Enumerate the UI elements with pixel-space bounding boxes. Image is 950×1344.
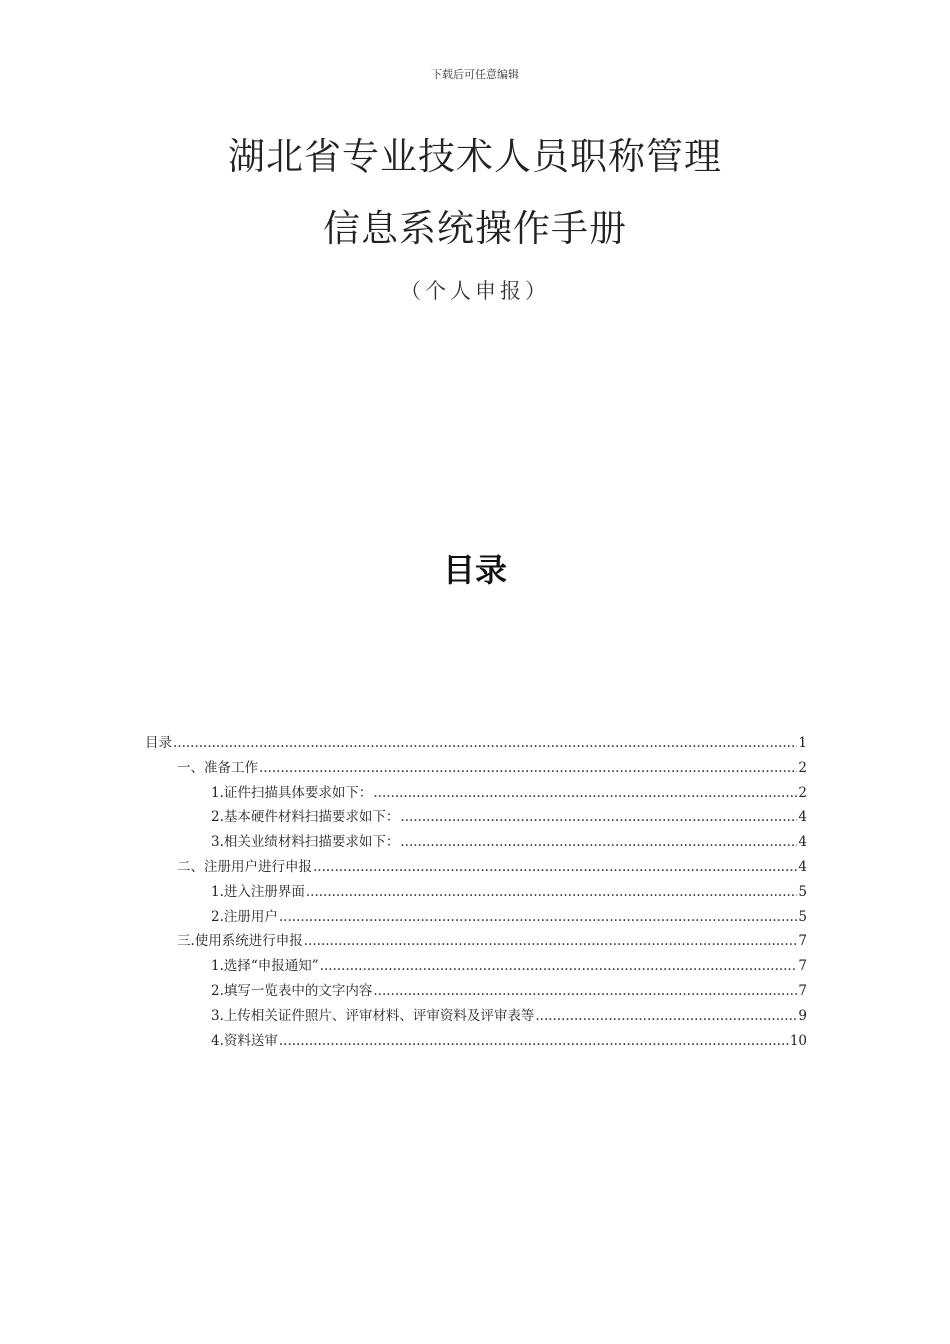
toc-dot-leader: [279, 1029, 789, 1054]
toc-entry-text: 1.进入注册界面: [211, 883, 305, 900]
toc-entry-page: 10: [789, 1032, 807, 1049]
toc-dot-leader: [304, 929, 798, 954]
toc-entry-page: 9: [798, 1007, 807, 1024]
toc-entry[interactable]: [145, 880, 807, 905]
toc-dot-leader: [320, 954, 798, 979]
toc-entry[interactable]: [145, 830, 807, 855]
toc-dot-leader: [373, 781, 797, 806]
toc-entry-text: 二、注册用户进行申报: [177, 858, 312, 875]
toc-entry[interactable]: [145, 954, 807, 979]
toc-entry-text: 4.资料送审: [211, 1032, 278, 1049]
toc-entry-page: 1: [798, 735, 807, 751]
header-note: 下载后可任意编辑: [431, 68, 519, 81]
toc-entry-text: 目录: [145, 735, 172, 751]
toc-entry-text: 1.证件扫描具体要求如下：: [211, 784, 373, 801]
toc-entry-page: 2: [798, 759, 807, 776]
toc-entry[interactable]: [145, 905, 807, 930]
toc-dot-leader: [279, 905, 798, 930]
toc-entry-text: 3.上传相关证件照片、评审材料、评审资料及评审表等: [211, 1007, 535, 1024]
toc-dot-leader: [535, 1004, 797, 1029]
toc-dot-leader: [259, 756, 797, 781]
table-of-contents: [145, 731, 807, 1053]
toc-entry[interactable]: [145, 781, 807, 806]
toc-entry[interactable]: [145, 756, 807, 781]
toc-entry-text: 2.注册用户: [211, 908, 278, 925]
document-subtitle: （个人申报）: [400, 279, 550, 303]
toc-heading: 目录: [442, 551, 507, 589]
toc-entry-text: 三.使用系统进行申报: [177, 933, 303, 950]
toc-entry-text: 3.相关业绩材料扫描要求如下：: [211, 834, 400, 851]
toc-entry-page: 4: [798, 858, 807, 875]
toc-dot-leader: [306, 880, 798, 905]
toc-dot-leader: [400, 830, 797, 855]
toc-entry-text: 1.选择“申报通知”: [211, 958, 319, 975]
toc-dot-leader: [313, 855, 797, 880]
toc-dot-leader: [173, 731, 797, 756]
document-title-line-2: 信息系统操作手册: [323, 207, 627, 250]
toc-entry-page: 4: [798, 809, 807, 826]
toc-entry[interactable]: [145, 1029, 807, 1054]
toc-entry-text: 2.填写一览表中的文字内容: [211, 982, 373, 999]
toc-entry[interactable]: [145, 731, 807, 756]
toc-entry-page: 7: [798, 933, 807, 950]
toc-entry-page: 7: [798, 982, 807, 999]
toc-entry-text: 一、准备工作: [177, 759, 258, 776]
toc-entry-page: 5: [798, 908, 807, 925]
document-title-line-1: 湖北省专业技术人员职称管理: [228, 135, 722, 178]
toc-entry-page: 5: [798, 883, 807, 900]
toc-entry[interactable]: [145, 855, 807, 880]
toc-entry[interactable]: [145, 929, 807, 954]
toc-entry-page: 2: [798, 784, 807, 801]
toc-entry[interactable]: [145, 1004, 807, 1029]
toc-entry-page: 7: [798, 958, 807, 975]
toc-entry-text: 2.基本硬件材料扫描要求如下：: [211, 809, 400, 826]
toc-entry[interactable]: [145, 805, 807, 830]
toc-entry-page: 4: [798, 834, 807, 851]
toc-dot-leader: [373, 979, 797, 1004]
toc-entry[interactable]: [145, 979, 807, 1004]
toc-dot-leader: [400, 805, 797, 830]
